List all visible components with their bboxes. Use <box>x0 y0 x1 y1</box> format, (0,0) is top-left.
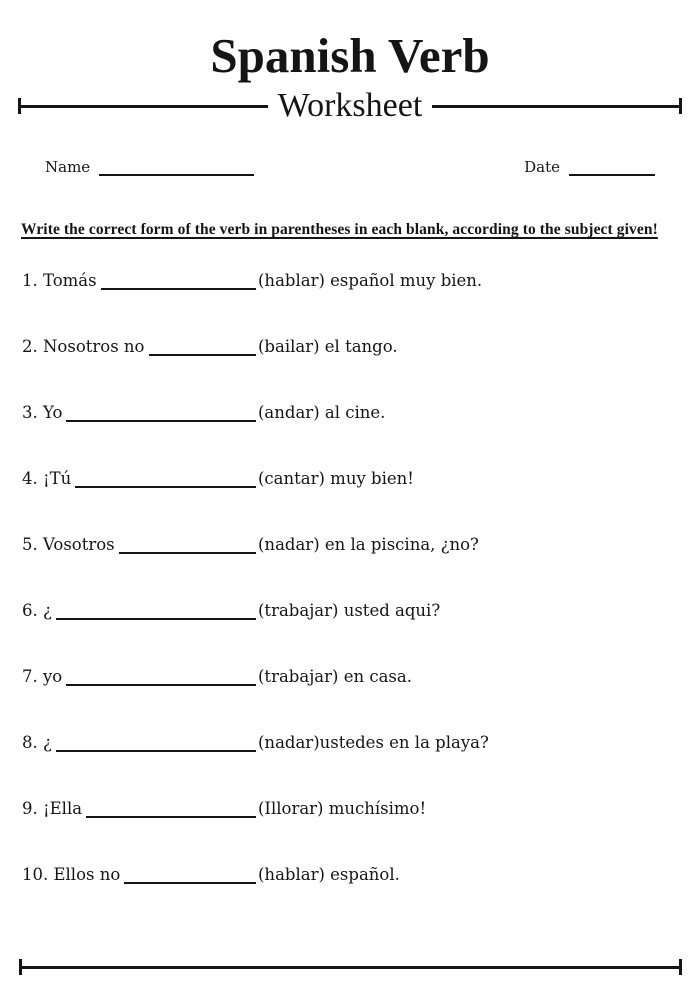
exercise-verb-text: (hablar) español muy bien. <box>258 271 483 290</box>
exercise-row <box>22 402 700 468</box>
exercise-left-group <box>22 666 256 688</box>
exercise-row <box>22 864 700 930</box>
exercise-lead-text: 10. Ellos no <box>22 865 121 884</box>
exercise-verb-text: (Illorar) muchísimo! <box>258 799 427 818</box>
exercise-left-group <box>22 534 256 556</box>
exercise-left-group <box>22 864 256 886</box>
exercise-row <box>22 534 700 600</box>
answer-blank-line <box>149 354 257 356</box>
exercise-row <box>22 798 700 864</box>
answer-blank-line <box>119 552 256 554</box>
answer-blank-line <box>66 420 256 422</box>
exercise-lead-text: 4. ¡Tú <box>22 469 72 488</box>
exercise-lead-text: 5. Vosotros <box>22 535 115 554</box>
exercise-lead-text: 2. Nosotros no <box>22 337 145 356</box>
instruction-text: Write the correct form of the verb in parentheses in each blank, according to the subject given! <box>21 221 658 238</box>
exercise-lead-text: 9. ¡Ella <box>22 799 83 818</box>
exercise-left-group <box>22 600 256 622</box>
exercise-row <box>22 732 700 798</box>
name-blank-line <box>99 174 254 176</box>
rule-endcap-right <box>679 959 682 975</box>
exercise-lead-text: 7. yo <box>22 667 63 686</box>
answer-blank-line <box>56 618 256 620</box>
name-field <box>45 158 254 176</box>
page-title: Spanish Verb <box>210 28 490 83</box>
date-blank-line <box>569 174 655 176</box>
answer-blank-line <box>86 816 256 818</box>
exercise-lead-text: 1. Tomás <box>22 271 97 290</box>
exercise-left-group <box>22 270 256 292</box>
date-field <box>524 158 655 176</box>
page-subtitle: Worksheet <box>277 87 423 124</box>
answer-blank-line <box>75 486 256 488</box>
answer-blank-line <box>124 882 256 884</box>
exercise-row <box>22 468 700 534</box>
exercise-row <box>22 270 700 336</box>
answer-blank-line <box>101 288 256 290</box>
exercise-left-group <box>22 468 256 490</box>
meta-row <box>45 158 655 176</box>
answer-blank-line <box>56 750 256 752</box>
exercise-list <box>22 270 700 930</box>
exercise-left-group <box>22 798 256 820</box>
answer-blank-line <box>66 684 256 686</box>
exercise-verb-text: (bailar) el tango. <box>258 337 398 356</box>
exercise-row <box>22 666 700 732</box>
rule-line-left <box>21 105 268 108</box>
exercise-lead-text: 8. ¿ <box>22 733 52 752</box>
exercise-lead-text: 6. ¿ <box>22 601 52 620</box>
exercise-left-group <box>22 336 256 358</box>
exercise-verb-text: (trabajar) usted aqui? <box>258 601 441 620</box>
date-label: Date <box>524 158 560 176</box>
exercise-lead-text: 3. Yo <box>22 403 63 422</box>
exercise-row <box>22 600 700 666</box>
exercise-row <box>22 336 700 402</box>
exercise-left-group <box>22 402 256 424</box>
rule-endcap-right <box>679 98 682 114</box>
rule-line-right <box>432 105 679 108</box>
exercise-verb-text: (andar) al cine. <box>258 403 386 422</box>
exercise-verb-text: (nadar) en la piscina, ¿no? <box>258 535 479 554</box>
name-label: Name <box>45 158 91 176</box>
exercise-verb-text: (cantar) muy bien! <box>258 469 414 488</box>
exercise-verb-text: (trabajar) en casa. <box>258 667 412 686</box>
exercise-verb-text: (nadar)ustedes en la playa? <box>258 733 489 752</box>
header-rule <box>18 87 682 124</box>
rule-line <box>22 966 679 969</box>
exercise-left-group <box>22 732 256 754</box>
footer-rule <box>19 959 682 975</box>
exercise-verb-text: (hablar) español. <box>258 865 400 884</box>
